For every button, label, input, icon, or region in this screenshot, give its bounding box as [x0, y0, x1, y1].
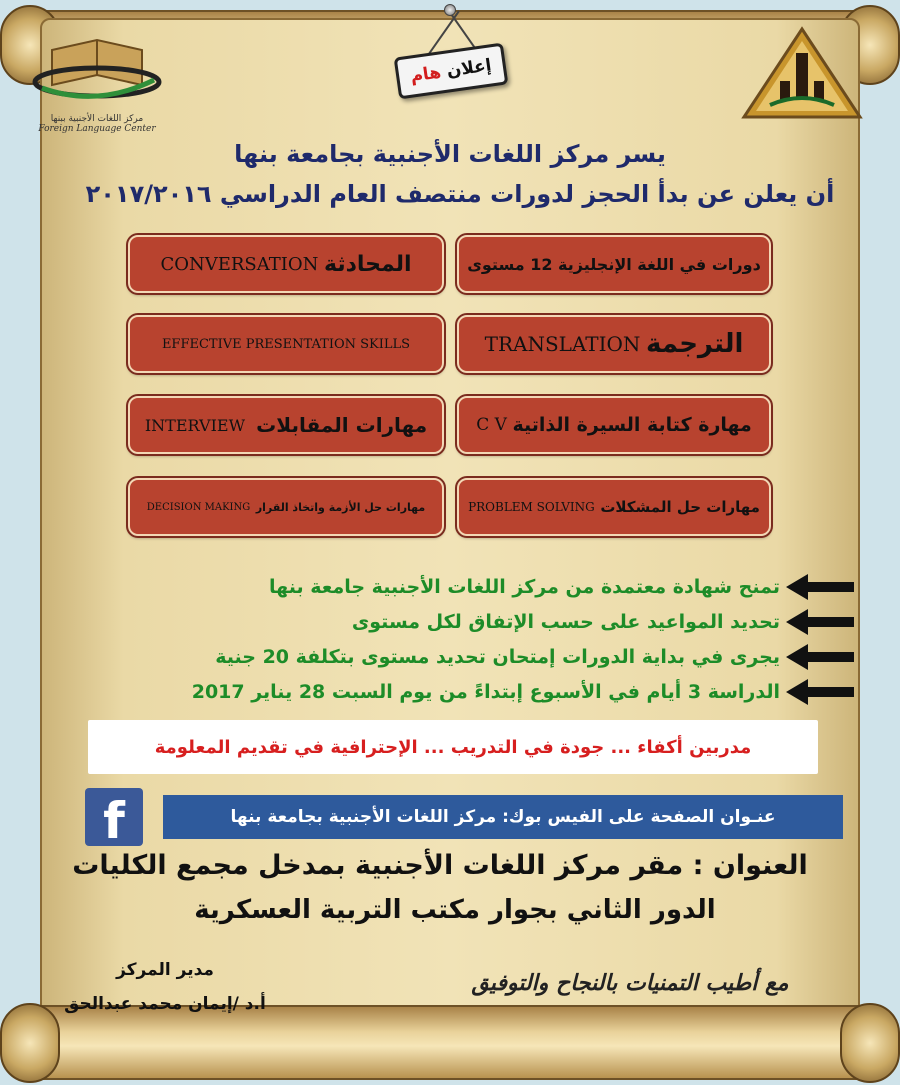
- facebook-page-bar[interactable]: [163, 795, 843, 839]
- left-arrow-icon: [786, 572, 856, 602]
- course-cv-writing: [457, 396, 771, 454]
- bullet-text: يجرى في بداية الدورات إمتحان تحديد مستوى بتكلفة 20 جنية: [215, 646, 780, 668]
- course-interview: [128, 396, 444, 454]
- nail-icon: [444, 4, 456, 16]
- tagline-banner: [88, 720, 818, 774]
- course-label-en: INTERVIEW: [144, 415, 246, 435]
- course-label-en: TRANSLATION: [484, 332, 641, 356]
- course-presentation-skills: [128, 315, 444, 373]
- bullet-text: تمنح شهادة معتمدة من مركز اللغات الأجنبية جامعة بنها: [269, 576, 780, 598]
- course-problem-solving: [457, 478, 771, 536]
- scroll-bottom-roll: [0, 1005, 900, 1080]
- benha-university-logo-icon: [740, 25, 865, 125]
- course-label-en: EFFECTIVE PRESENTATION SKILLS: [161, 336, 411, 352]
- course-label-ar: مهارات حل المشكلات: [600, 498, 760, 516]
- course-label-en: PROBLEM SOLVING: [468, 500, 595, 514]
- director-signature: [20, 960, 310, 1014]
- scroll-cap-left-bottom: [0, 1003, 60, 1083]
- book-logo-icon: [22, 30, 172, 110]
- scroll-cap-right-bottom: [840, 1003, 900, 1083]
- course-label-en: CONVERSATION: [160, 253, 319, 275]
- course-english-levels: [457, 235, 771, 293]
- course-decision-making: [128, 478, 444, 536]
- course-label-ar: الترجمة: [646, 329, 744, 359]
- logo-arabic-text: مركز اللغات الأجنبية ببنها: [50, 114, 144, 124]
- info-bullet-1: [66, 572, 856, 602]
- bullet-text: تحديد المواعيد على حسب الإتفاق لكل مستوى: [351, 611, 780, 633]
- notice-word-announcement: إعلان: [445, 55, 493, 82]
- facebook-page-text: عنـوان الصفحة على الفيس بوك: مركز اللغات الأجنبية بجامعة بنها: [230, 807, 776, 827]
- tagline-text: مدربين أكفاء ... جودة في التدريب ... الإحترافية في تقديم المعلومة: [154, 736, 752, 758]
- course-conversation: [128, 235, 444, 293]
- course-label-ar: مهارات المقابلات: [256, 413, 428, 437]
- info-bullet-3: [66, 642, 856, 672]
- bullet-text: الدراسة 3 أيام في الأسبوع إبتداءً من يوم السبت 28 يناير 2017: [191, 681, 780, 703]
- course-label-en: DECISION MAKING: [146, 501, 251, 513]
- foreign-language-center-logo: [22, 30, 172, 135]
- left-arrow-icon: [786, 677, 856, 707]
- notice-word-important: هام: [409, 62, 443, 87]
- course-label-ar: مهارة كتابة السيرة الذاتية: [512, 414, 752, 436]
- course-label-ar: مهارات حل الأزمة واتخاذ القرار: [255, 500, 426, 514]
- course-label-ar: المحادثة: [323, 251, 412, 277]
- heading-line-1: يسر مركز اللغات الأجنبية بجامعة بنها: [234, 140, 666, 168]
- course-label-en: C V: [476, 415, 507, 435]
- address-line-2: الدور الثاني بجوار مكتب التربية العسكرية: [194, 895, 716, 925]
- left-arrow-icon: [786, 642, 856, 672]
- left-arrow-icon: [786, 607, 856, 637]
- facebook-icon-letter: f: [103, 792, 125, 850]
- logo-english-text: Foreign Language Center: [38, 124, 156, 134]
- address-line-1: العنوان : مقر مركز اللغات الأجنبية بمدخل مجمع الكليات: [72, 850, 808, 881]
- facebook-icon[interactable]: [85, 788, 143, 850]
- director-title: مدير المركز: [116, 960, 214, 980]
- course-label: دورات في اللغة الإنجليزية 12 مستوى: [467, 254, 761, 274]
- best-wishes-text: مع أطيب التمنيات بالنجاح والتوفيق: [471, 970, 789, 996]
- info-bullet-2: [66, 607, 856, 637]
- course-translation: [457, 315, 771, 373]
- heading-line-2: أن يعلن عن بدأ الحجز لدورات منتصف العام الدراسي ٢٠١٧/٢٠١٦: [85, 180, 835, 208]
- director-name: أ.د /إيمان محمد عبدالحق: [64, 994, 266, 1014]
- info-bullet-4: [66, 677, 856, 707]
